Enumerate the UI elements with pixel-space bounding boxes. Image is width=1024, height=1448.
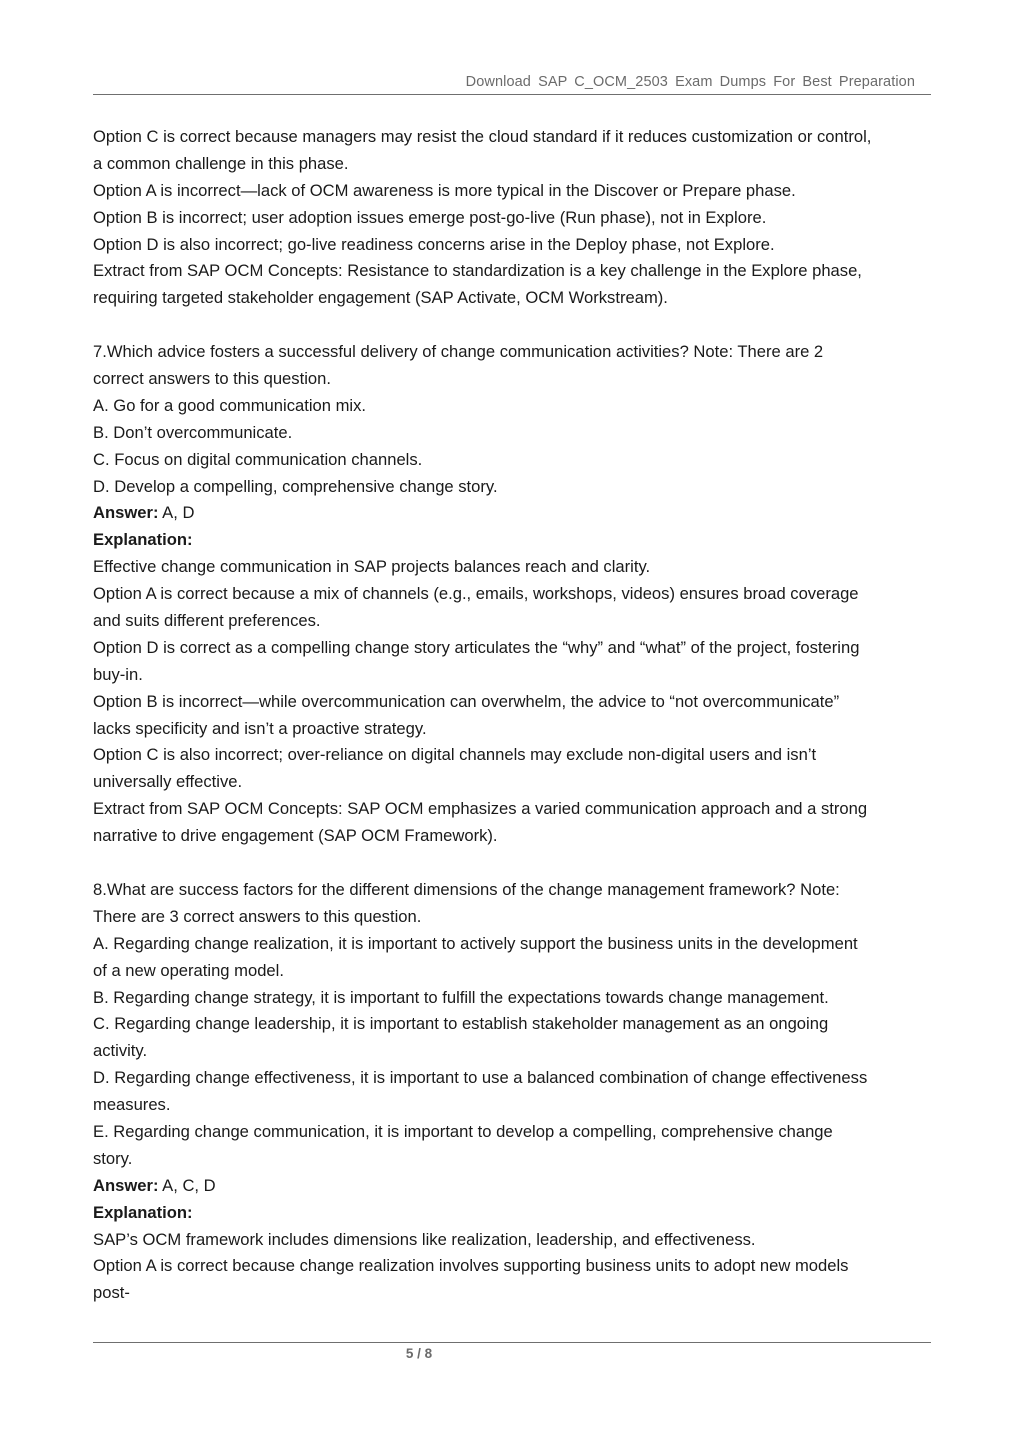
text-line: Option A is incorrect—lack of OCM awareness is more typical in the Discover or Prepare phase. <box>93 180 796 200</box>
explanation-line: Option A is correct because a mix of channels (e.g., emails, workshops, videos) ensures broad coverage <box>93 584 859 604</box>
answer-option: D. Regarding change effectiveness, it is important to use a balanced combination of change effectiveness <box>93 1068 868 1088</box>
explanation-line: Effective change communication in SAP projects balances reach and clarity. <box>93 557 651 577</box>
question-text: correct answers to this question. <box>93 369 331 389</box>
answer-label: Answer: <box>93 503 159 523</box>
explanation-line: Option A is correct because change realization involves supporting business units to adopt new models <box>93 1256 849 1276</box>
explanation-heading: Explanation: <box>93 1202 193 1222</box>
answer-value: A, C, D <box>158 1175 216 1195</box>
question-text: 8.What are success factors for the different dimensions of the change management framework? Note: <box>93 879 840 899</box>
answer-option: A. Go for a good communication mix. <box>93 395 366 415</box>
answer-option: B. Regarding change strategy, it is important to fulfill the expectations towards change management. <box>93 987 829 1007</box>
explanation-line: post- <box>93 1283 130 1303</box>
paragraph-gap <box>93 850 943 877</box>
text-line: a common challenge in this phase. <box>93 153 349 173</box>
previous-explanation <box>93 124 943 312</box>
answer-option: C. Focus on digital communication channels. <box>93 449 423 469</box>
text-line: requiring targeted stakeholder engagement (SAP Activate, OCM Workstream). <box>93 288 668 308</box>
answer-option: B. Don’t overcommunicate. <box>93 422 293 442</box>
answer-line <box>93 1173 943 1200</box>
document-body <box>93 124 943 1307</box>
text-line: Option D is also incorrect; go-live readiness concerns arise in the Deploy phase, not Explore. <box>93 234 775 254</box>
footer-rule <box>93 1342 931 1343</box>
answer-option: A. Regarding change realization, it is important to actively support the business units in the development <box>93 933 858 953</box>
explanation-line: Extract from SAP OCM Concepts: SAP OCM emphasizes a varied communication approach and a strong <box>93 799 868 819</box>
answer-option: C. Regarding change leadership, it is important to establish stakeholder management as an ongoing <box>93 1014 829 1034</box>
header-title: Download SAP C_OCM_2503 Exam Dumps For Best Preparation <box>465 74 915 90</box>
answer-option: of a new operating model. <box>93 960 284 980</box>
question-text: There are 3 correct answers to this question. <box>93 906 422 926</box>
explanation-line: SAP’s OCM framework includes dimensions like realization, leadership, and effectiveness. <box>93 1229 756 1249</box>
question-8 <box>93 877 943 1307</box>
answer-option: measures. <box>93 1095 171 1115</box>
page-header <box>93 72 931 95</box>
explanation-line: universally effective. <box>93 772 243 792</box>
text-line: Option B is incorrect; user adoption issues emerge post-go-live (Run phase), not in Explore. <box>93 207 767 227</box>
paragraph-gap <box>93 312 943 339</box>
explanation-heading: Explanation: <box>93 530 193 550</box>
explanation-line: and suits different preferences. <box>93 611 321 631</box>
answer-option: activity. <box>93 1041 148 1061</box>
answer-label: Answer: <box>93 1175 159 1195</box>
page-number: 5 / 8 <box>405 1346 433 1361</box>
text-line: Extract from SAP OCM Concepts: Resistance to standardization is a key challenge in the Explore phase, <box>93 261 862 281</box>
explanation-line: narrative to drive engagement (SAP OCM Framework). <box>93 826 498 846</box>
explanation-line: Option B is incorrect—while overcommunication can overwhelm, the advice to “not overcommunicate” <box>93 691 840 711</box>
question-text: 7.Which advice fosters a successful delivery of change communication activities? Note: There are 2 <box>93 342 824 362</box>
explanation-line: buy-in. <box>93 664 143 684</box>
explanation-line: Option D is correct as a compelling change story articulates the “why” and “what” of the project, fostering <box>93 637 860 657</box>
answer-option: story. <box>93 1148 133 1168</box>
question-7 <box>93 339 943 850</box>
answer-line <box>93 500 943 527</box>
text-line: Option C is correct because managers may resist the cloud standard if it reduces customization or control, <box>93 127 872 146</box>
explanation-line: Option C is also incorrect; over-reliance on digital channels may exclude non-digital users and isn’t <box>93 745 817 765</box>
explanation-line: lacks specificity and isn’t a proactive strategy. <box>93 718 427 738</box>
answer-option: E. Regarding change communication, it is important to develop a compelling, comprehensive change <box>93 1121 833 1141</box>
answer-value: A, D <box>158 503 195 523</box>
answer-option: D. Develop a compelling, comprehensive change story. <box>93 476 498 496</box>
